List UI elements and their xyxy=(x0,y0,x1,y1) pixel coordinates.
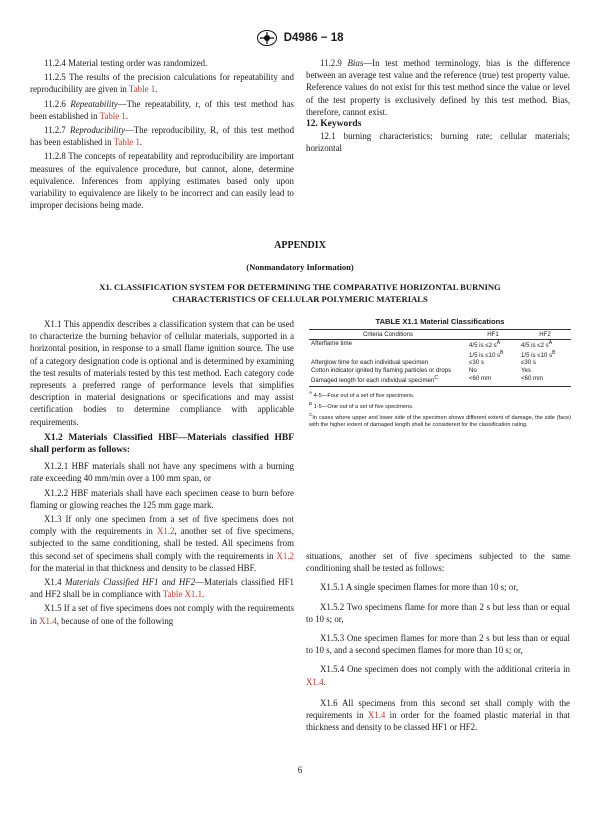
para-x1-5: X1.5 If a set of five specimens does not comply with the requirements in X1.4, because of one of the following xyxy=(30,603,294,626)
para-x1-5-1: X1.5.1 A single specimen flames for more than 10 s; or, xyxy=(320,582,519,593)
table-1-link[interactable]: Table 1 xyxy=(128,84,156,95)
para-12-1: 12.1 burning characteristics; burning rate; cellular materials; horizontal xyxy=(306,131,570,154)
x1-4-link[interactable]: X1.4 xyxy=(306,676,324,687)
keywords-heading: 12. Keywords xyxy=(306,119,362,130)
astm-logo xyxy=(257,30,277,46)
table-row: Cotton indicator ignited by flaming particles or drops No Yes xyxy=(311,367,531,375)
table-1-link[interactable]: Table 1 xyxy=(99,110,126,121)
para-11-2-8: 11.2.8 The concepts of repeatability and reproducibility are important measures of the equivalence procedure, but cannot, alone, determine equivalence. Inferences from applying estimates based only upon variability to equivalence are likely to be incorrect and can easily lead to improper decisions being made. xyxy=(30,151,294,211)
appendix-title: APPENDIX xyxy=(274,240,326,251)
x1-2-link[interactable]: X1.2 xyxy=(276,550,294,561)
para-x1-2-1: X1.2.1 HBF materials shall not have any specimens with a burning rate exceeding 40 mm/min over a 100 mm span, or xyxy=(30,461,294,484)
designation: D4986 − 18 xyxy=(283,32,344,45)
left-bottom-column xyxy=(30,318,294,627)
x1-2-heading: X1.2 Materials Classified HBF—Materials classified HBF shall perform as follows: xyxy=(30,432,294,456)
x1-4-link[interactable]: X1.4 xyxy=(367,710,386,721)
para-x1-3: X1.3 If only one specimen from a set of five specimens does not comply with the requirements in X1.2, another set of five specimens, subjected to the same conditioning, shall be tested. All specimens from this second set of specimens shall comply with the requirements in X1.2 for the material in that thickness and density to be classed HBF. xyxy=(30,514,294,573)
para-11-2-9: 11.2.9 Bias—In test method terminology, bias is the difference between an average test value and the reference (true) test property value. Reference values do not exist for this test method since the value or level of the test property is exclusively defined by this test method. Bias, therefore, cannot exist. xyxy=(306,58,570,117)
para-x1-2-2: X1.2.2 HBF materials shall have each specimen cease to burn before flaming or glowing reaches the 125 mm gage mark. xyxy=(30,487,294,510)
para-11-2-5: 11.2.5 The results of the precision calculations for repeatability and reproducibility are given in Table 1. xyxy=(30,72,294,95)
para-x1-6: X1.6 All specimens from this second set shall comply with the requirements in X1.4 in order for the foamed plastic material in that thickness and density to be classed HF1 or HF2. xyxy=(306,697,570,733)
col-header-hf2: HF2 xyxy=(519,329,571,340)
x1-heading: X1. CLASSIFICATION SYSTEM FOR DETERMINING THE COMPARATIVE HORIZONTAL BURNING CHARACTERISTICS OF CELLULAR POLYMERIC MATERIALS xyxy=(99,282,501,304)
table-row: Afterflame time 4/5 is ≤2 $s^A$ 4/5 is ≤2 $s^A$ xyxy=(311,340,553,350)
para-11-2-4: 11.2.4 Material testing order was randomized. xyxy=(44,58,208,68)
appendix-subtitle: (Nonmandatory Information) xyxy=(246,262,354,272)
col-header-criteria: Criteria Conditions xyxy=(309,329,467,340)
table-x1-1 xyxy=(309,318,571,429)
para-x1-1: X1.1 This appendix describes a classification system that can be used to characterize the burning behavior of cellular materials, supported in a horizontal position, in response to a small flame ignition source. The use of a category designation code is optional and is determined by examining the test results of materials tested by this test method. Each category code represents a preferred range of performance levels that simplifies description in material designations or specifications and may assist certification bodies to determine compliance with applicable requirements. xyxy=(30,319,294,427)
para-x1-5-3: X1.5.3 One specimen flames for more than 2 s but less than or equal to 10 s, and a second specimen flames for more than 10 s; or, xyxy=(306,633,570,656)
page-number: 6 xyxy=(297,765,303,775)
para-11-2-6: 11.2.6 Repeatability—The repeatability, r, of this test method has been established in Table 1. xyxy=(30,98,294,121)
table-row: 1/5 is ≤10 $s^B$ 1/5 is ≤10 $s^B$ xyxy=(469,349,556,359)
table-row: Damaged length for each individual specimen$^C$ <60 mm <60 mm xyxy=(309,375,571,387)
right-top-column xyxy=(306,57,570,155)
table-footnotes xyxy=(309,389,571,429)
table-x1-1-link[interactable]: Table X1.1 xyxy=(162,589,203,600)
table-1-link[interactable]: Table 1 xyxy=(113,137,140,148)
document-header xyxy=(0,30,600,46)
classification-table xyxy=(309,329,571,388)
para-x1-5-cont: situations, another set of five specimens subjected to the same conditioning shall be tested as follows: xyxy=(306,551,570,574)
footnote-c: $^C$In cases where upper and lower side of the specimen shows different extent of damage, the side (face) with the higher extent of damaged length shall be considered for the classification rating. xyxy=(309,411,571,428)
para-x1-5-2: X1.5.2 Two specimens flame for more than 2 s but less than or equal to 10 s; or, xyxy=(306,601,570,624)
table-row: Afterglow time for each individual specimen ≤30 s ≤30 s xyxy=(311,359,536,367)
col-header-hf1: HF1 xyxy=(467,329,519,340)
right-bottom-column xyxy=(306,550,570,733)
footnote-b: $^B$ 1-5—One out of a set of five specimens. xyxy=(309,401,414,410)
left-top-column xyxy=(30,57,294,211)
x1-2-link[interactable]: X1.2 xyxy=(156,526,175,537)
para-x1-5-4: X1.5.4 One specimen does not comply with the additional criteria in X1.4. xyxy=(306,664,570,687)
para-x1-4: X1.4 Materials Classified HF1 and HF2—Materials classified HF1 and HF2 shall be in compliance with Table X1.1. xyxy=(30,577,294,600)
table-title: TABLE X1.1 Material Classifications xyxy=(375,317,505,326)
para-11-2-7: 11.2.7 Reproducibility—The reproducibility, R, of this test method has been established in Table 1. xyxy=(30,125,295,148)
footnote-a: $^A$ 4-5—Four out of a set of five specimens. xyxy=(309,390,415,400)
x1-4-link[interactable]: X1.4 xyxy=(39,615,57,626)
